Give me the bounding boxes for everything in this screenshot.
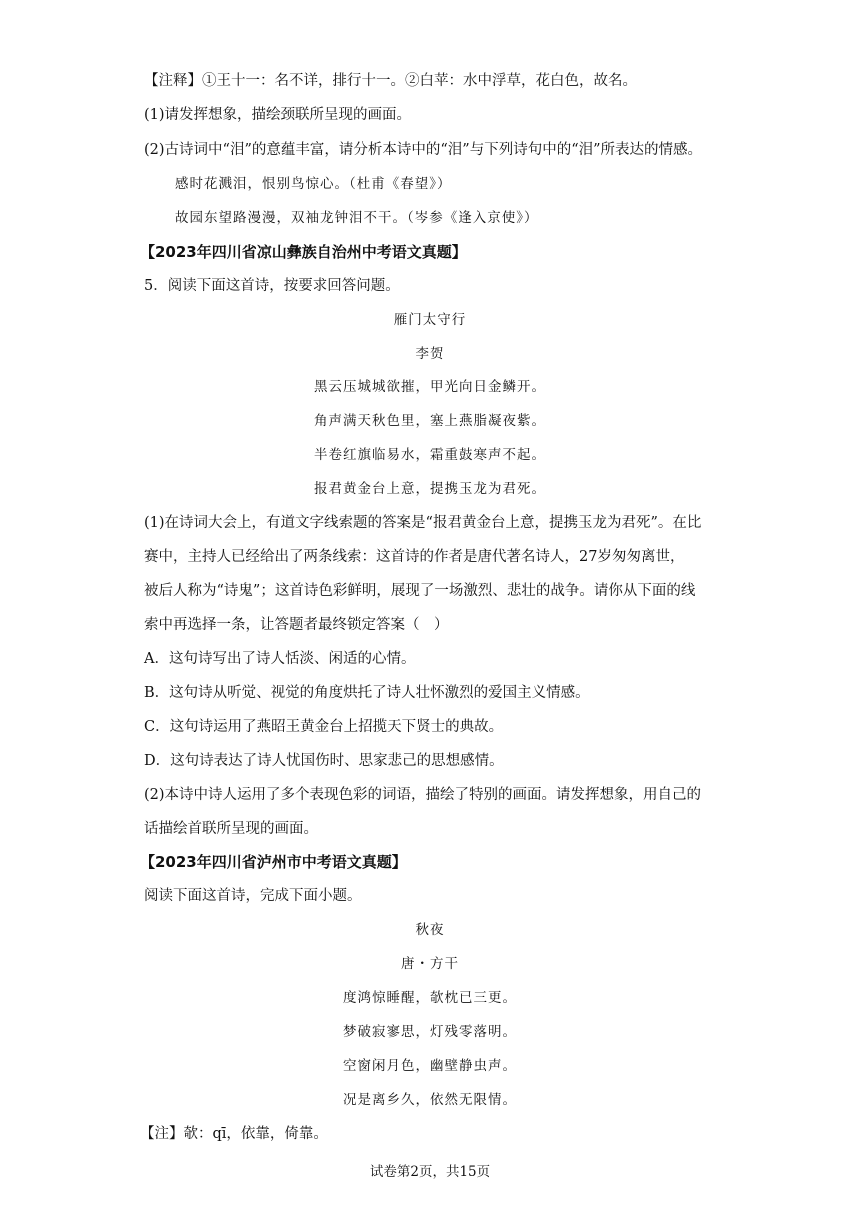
q5-sub1-line: (1)在诗词大会上，有道文字线索题的答案是“报君黄金台上意，提携玉龙为君死”。在比	[144, 515, 702, 531]
luzhou-note: 【注】欹：qī，依靠，倚靠。	[140, 1126, 328, 1142]
poem-line: 半卷红旗临易水，霜重鼓寒声不起。	[314, 447, 546, 463]
poem-line: 梦破寂寥思，灯残零落明。	[343, 1024, 517, 1040]
section-heading-luzhou: 【2023年四川省泸州市中考语文真题】	[140, 853, 407, 871]
q5-sub1-line: 被后人称为“诗鬼”；这首诗色彩鲜明，展现了一场激烈、悲壮的战争。请你从下面的线	[144, 583, 696, 599]
option-b: B．这句诗从听觉、视觉的角度烘托了诗人壮怀激烈的爱国主义情感。	[144, 685, 590, 701]
poem-author: 唐・方干	[401, 956, 459, 972]
q5-sub1-line: 索中再选择一条，让答题者最终锁定答案（ ）	[144, 617, 449, 633]
question-5-intro: 5．阅读下面这首诗，按要求回答问题。	[144, 278, 400, 294]
section-heading-liangshan: 【2023年四川省凉山彝族自治州中考语文真题】	[140, 243, 467, 261]
poem-line: 空窗闲月色，幽壁静虫声。	[343, 1058, 517, 1074]
q4-sub2: (2)古诗词中“泪”的意蕴丰富，请分析本诗中的“泪”与下列诗句中的“泪”所表达的情感。	[144, 142, 703, 158]
page-footer: 试卷第2页，共15页	[369, 1164, 491, 1180]
luzhou-intro: 阅读下面这首诗，完成下面小题。	[144, 888, 362, 904]
poem-title: 秋夜	[415, 922, 445, 938]
poem-line: 黑云压城城欲摧，甲光向日金鳞开。	[314, 379, 546, 395]
option-c: C．这句诗运用了燕昭王黄金台上招揽天下贤士的典故。	[144, 719, 504, 735]
poem-line: 报君黄金台上意，提携玉龙为君死。	[314, 481, 546, 497]
option-a: A．这句诗写出了诗人恬淡、闲适的心情。	[144, 651, 416, 667]
poem-line: 角声满天秋色里，塞上燕脂凝夜紫。	[314, 413, 546, 429]
q5-sub1-line: 赛中，主持人已经给出了两条线索：这首诗的作者是唐代著名诗人，27岁匆匆离世，	[144, 549, 685, 565]
poem-line: 度鸿惊睡醒，欹枕已三更。	[343, 990, 517, 1006]
q5-sub2-line: 话描绘首联所呈现的画面。	[144, 821, 318, 837]
poem-author: 李贺	[415, 346, 445, 362]
q5-sub2-line: (2)本诗中诗人运用了多个表现色彩的词语，描绘了特别的画面。请发挥想象，用自己的	[144, 787, 702, 803]
poem-line: 况是离乡久，依然无限情。	[343, 1092, 517, 1108]
poem-title: 雁门太守行	[393, 312, 467, 328]
q4-sub1: (1)请发挥想象，描绘颈联所呈现的画面。	[144, 107, 412, 123]
option-d: D．这句诗表达了诗人忧国伤时、思家悲己的思想感情。	[144, 753, 504, 769]
q4-quote-2: 故园东望路漫漫，双袖龙钟泪不干。（岑参《逢入京使》）	[175, 210, 539, 226]
q4-quote-1: 感时花溅泪，恨别鸟惊心。（杜甫《春望》）	[175, 176, 452, 192]
annotation-note: 【注释】①王十一：名不详，排行十一。②白苹：水中浮草，花白色，故名。	[144, 73, 637, 89]
